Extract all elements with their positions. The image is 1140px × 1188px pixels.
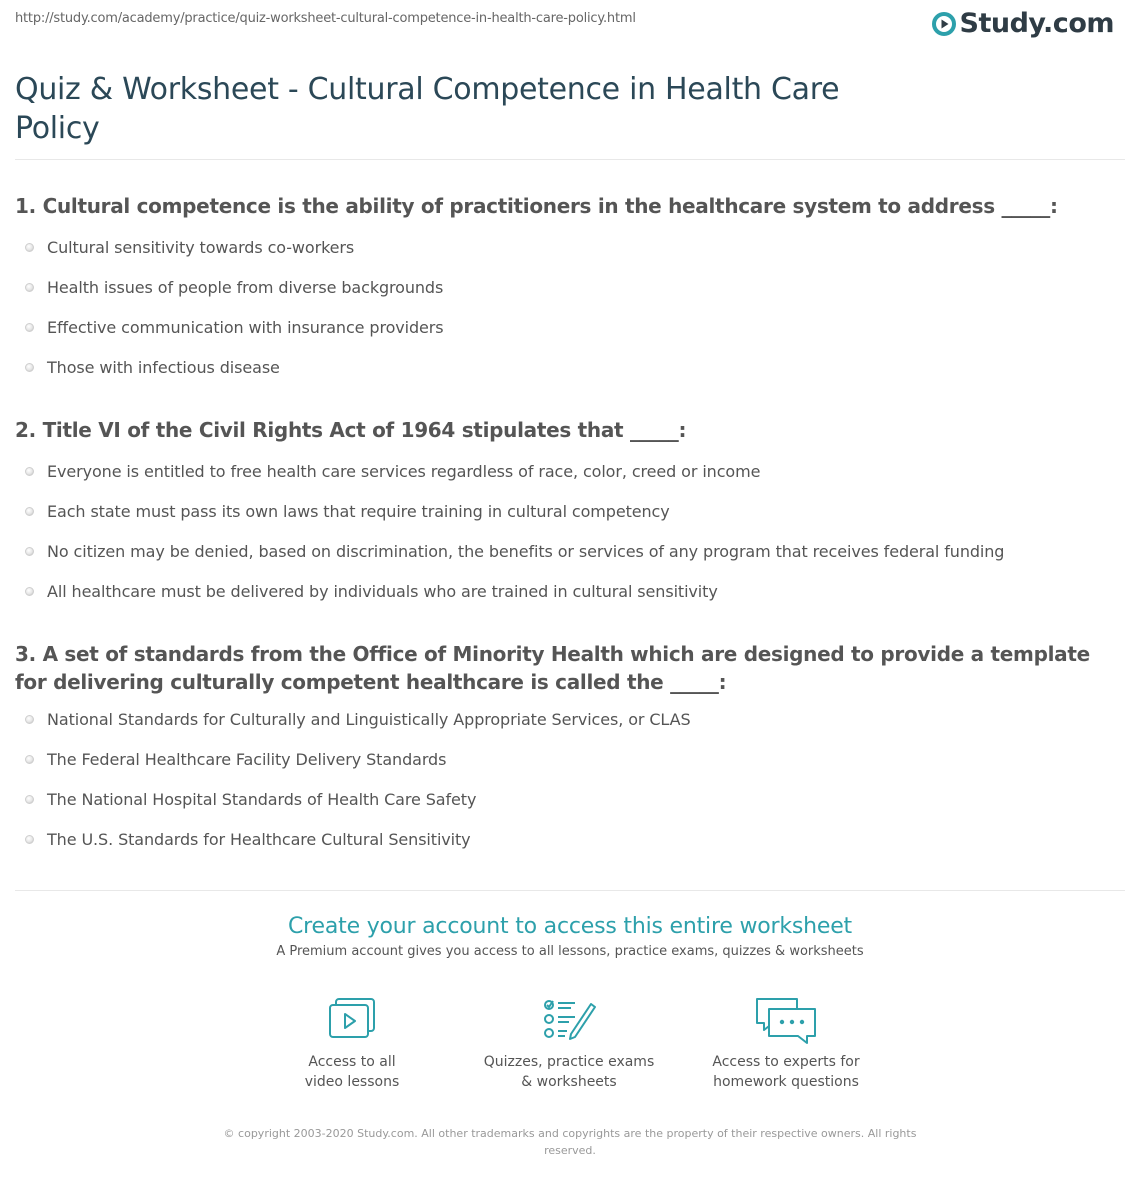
answer-label: Health issues of people from diverse backgrounds — [47, 277, 444, 297]
question-2 — [15, 416, 1125, 611]
feature-line-2: & worksheets — [521, 1074, 617, 1090]
answer-option[interactable] — [15, 699, 1125, 739]
answer-options — [15, 227, 1125, 387]
radio-button[interactable] — [25, 507, 34, 516]
answer-label: National Standards for Culturally and Linguistically Appropriate Services, or CLAS — [47, 709, 691, 729]
radio-button[interactable] — [25, 323, 34, 332]
feature-caption — [257, 1052, 447, 1092]
answer-option[interactable] — [15, 819, 1125, 859]
title-divider — [15, 159, 1125, 160]
feature-experts — [691, 996, 881, 1092]
answer-label: Everyone is entitled to free health care services regardless of race, color, creed or income — [47, 461, 761, 481]
answer-label: Effective communication with insurance providers — [47, 317, 444, 337]
radio-button[interactable] — [25, 467, 34, 476]
answer-options — [15, 451, 1125, 611]
cta-subtitle: A Premium account gives you access to all lessons, practice exams, quizzes & worksheets — [276, 944, 864, 959]
answer-label: Each state must pass its own laws that require training in cultural competency — [47, 501, 670, 521]
answer-option[interactable] — [15, 227, 1125, 267]
answer-option[interactable] — [15, 307, 1125, 347]
answer-option[interactable] — [15, 491, 1125, 531]
answer-label: Those with infectious disease — [47, 357, 280, 377]
question-1 — [15, 192, 1125, 387]
play-logo-icon — [932, 12, 956, 36]
quiz-checklist-icon — [541, 996, 597, 1042]
answer-options — [15, 699, 1125, 859]
feature-caption — [691, 1052, 881, 1092]
page-title: Quiz & Worksheet - Cultural Competence in Health Care Policy — [15, 72, 840, 146]
radio-button[interactable] — [25, 835, 34, 844]
answer-option[interactable] — [15, 347, 1125, 387]
answer-label: Cultural sensitivity towards co-workers — [47, 237, 355, 257]
question-3 — [15, 640, 1125, 859]
radio-button[interactable] — [25, 755, 34, 764]
chat-bubbles-icon — [753, 996, 819, 1046]
page-url: http://study.com/academy/practice/quiz-worksheet-cultural-competence-in-health-care-policy.html — [15, 11, 636, 26]
answer-option[interactable] — [15, 739, 1125, 779]
answer-label: All healthcare must be delivered by individuals who are trained in cultural sensitivity — [47, 581, 718, 601]
answer-label: The U.S. Standards for Healthcare Cultural Sensitivity — [47, 829, 471, 849]
radio-button[interactable] — [25, 715, 34, 724]
feature-line-1: Quizzes, practice exams — [483, 1054, 655, 1070]
question-text: 1. Cultural competence is the ability of practitioners in the healthcare system to address _____: — [15, 194, 1058, 218]
answer-option[interactable] — [15, 571, 1125, 611]
radio-button[interactable] — [25, 587, 34, 596]
radio-button[interactable] — [25, 363, 34, 372]
question-text: 3. A set of standards from the Office of Minority Health which are designed to provide a template for delivering culturally competent healthcare is called the _____: — [15, 642, 1090, 694]
copyright-notice: © copyright 2003-2020 Study.com. All other trademarks and copyrights are the property of their respective owners. All rights reserved. — [223, 1127, 917, 1157]
answer-option[interactable] — [15, 267, 1125, 307]
answer-label: No citizen may be denied, based on discrimination, the benefits or services of any program that receives federal funding — [47, 541, 1005, 561]
answer-option[interactable] — [15, 531, 1125, 571]
question-text: 2. Title VI of the Civil Rights Act of 1964 stipulates that _____: — [15, 418, 687, 442]
radio-button[interactable] — [25, 547, 34, 556]
answer-option[interactable] — [15, 779, 1125, 819]
cta-divider — [15, 890, 1125, 891]
feature-quizzes — [474, 996, 664, 1092]
feature-line-2: homework questions — [713, 1074, 859, 1090]
cta-title[interactable]: Create your account to access this entire worksheet — [288, 914, 852, 939]
answer-label: The National Hospital Standards of Health Care Safety — [47, 789, 477, 809]
feature-line-1: Access to all — [308, 1054, 396, 1070]
answer-option[interactable] — [15, 451, 1125, 491]
feature-line-1: Access to experts for — [712, 1054, 860, 1070]
feature-video-lessons — [257, 996, 447, 1092]
logo-text: Study.com — [959, 8, 1114, 39]
study-logo[interactable] — [932, 8, 1114, 39]
radio-button[interactable] — [25, 795, 34, 804]
radio-button[interactable] — [25, 283, 34, 292]
feature-line-2: video lessons — [304, 1074, 400, 1090]
radio-button[interactable] — [25, 243, 34, 252]
feature-caption — [474, 1052, 664, 1092]
answer-label: The Federal Healthcare Facility Delivery Standards — [47, 749, 447, 769]
video-lessons-icon — [326, 996, 378, 1042]
